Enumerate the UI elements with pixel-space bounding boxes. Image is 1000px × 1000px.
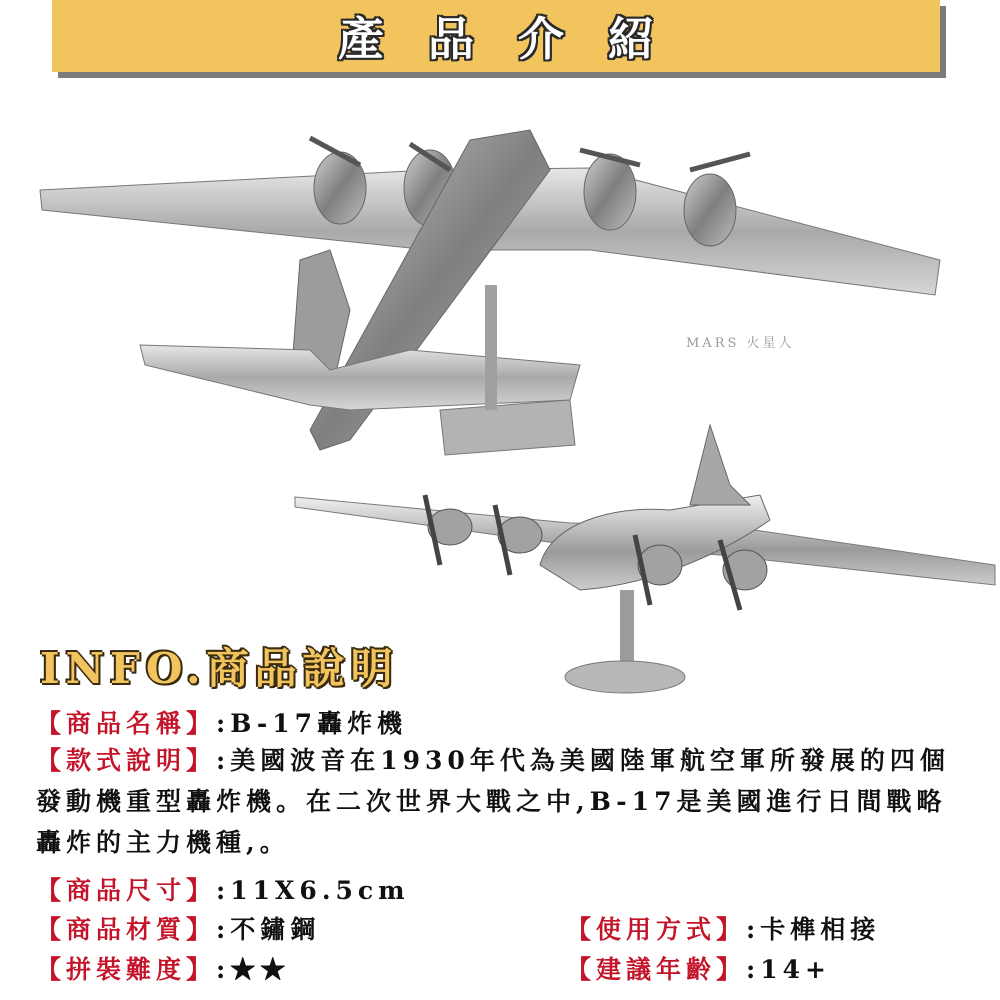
product-material-sep: :	[216, 915, 231, 944]
product-material-label: 【商品材質】	[36, 915, 217, 944]
product-age-value: 14+	[760, 955, 831, 984]
product-name-label: 【商品名稱】	[36, 709, 217, 738]
info-heading: INFO.商品說明	[40, 644, 399, 693]
product-usage-sep: :	[746, 915, 761, 944]
product-name-value: B-17轟炸機	[230, 709, 408, 738]
product-name-row	[36, 704, 407, 740]
product-difficulty-sep: :	[216, 955, 231, 984]
banner-title: 產品介紹	[338, 12, 698, 66]
product-difficulty-label: 【拼裝難度】	[36, 955, 217, 984]
product-name-sep: :	[216, 709, 231, 738]
product-material-value: 不鏽鋼	[230, 915, 321, 944]
product-age-label: 【建議年齡】	[566, 955, 747, 984]
product-size-sep: :	[216, 876, 231, 905]
product-usage-label: 【使用方式】	[566, 915, 747, 944]
product-difficulty-value: ★★	[230, 955, 291, 984]
product-style-row	[36, 740, 970, 863]
product-age-sep: :	[746, 955, 761, 984]
product-usage-value: 卡榫相接	[760, 915, 881, 944]
product-style-sep: :	[216, 746, 231, 775]
product-difficulty-row	[36, 950, 290, 986]
product-usage-row	[566, 910, 880, 946]
product-age-row	[566, 950, 831, 986]
product-style-label: 【款式說明】	[36, 746, 217, 775]
product-size-value: 11X6.5cm	[230, 876, 410, 905]
header-banner	[52, 0, 940, 72]
product-size-label: 【商品尺寸】	[36, 876, 217, 905]
product-size-row	[36, 871, 410, 907]
product-material-row	[36, 910, 320, 946]
product-style-value: 美國波音在1930年代為美國陸軍航空軍所發展的四個發動機重型轟炸機。在二次世界大戰之中,B-17是美國進行日間戰略轟炸的主力機種,。	[36, 746, 950, 857]
watermark: MARS 火星人	[686, 336, 795, 351]
